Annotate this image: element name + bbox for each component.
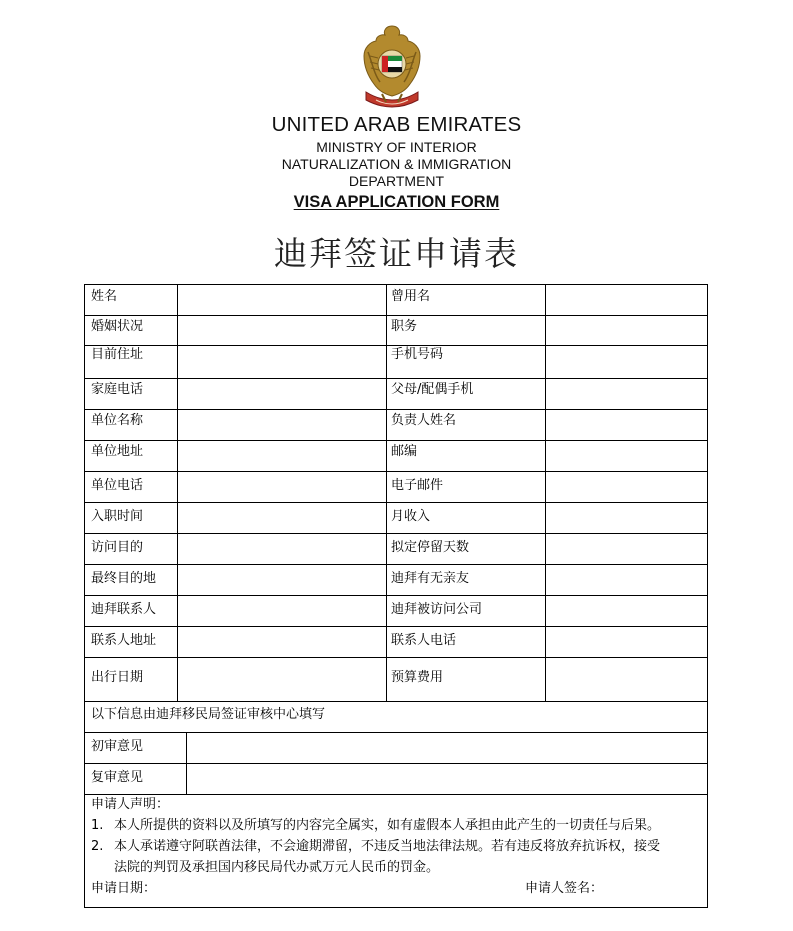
official-use-note: 以下信息由迪拜移民局签证审核中心填写 bbox=[91, 707, 326, 722]
chinese-form-title: 迪拜签证申请表 bbox=[274, 234, 519, 273]
field-label-dubai-contact: 迪拜联系人 bbox=[91, 602, 157, 617]
ministry-title: MINISTRY OF INTERIOR bbox=[316, 139, 477, 155]
second-review-label: 复审意见 bbox=[91, 770, 144, 785]
declaration-item2-number: 2. bbox=[91, 839, 104, 854]
field-label-marital-status: 婚姻状况 bbox=[91, 319, 144, 334]
field-label-company-phone: 单位电话 bbox=[91, 478, 144, 493]
application-date-label: 申请日期： bbox=[91, 881, 157, 896]
field-label-parent-spouse-mobile: 父母/配偶手机 bbox=[391, 382, 474, 397]
field-label-contact-phone: 联系人电话 bbox=[391, 633, 457, 648]
field-label-visit-purpose: 访问目的 bbox=[91, 540, 144, 555]
declaration-item2-line1: 本人承诺遵守阿联酋法律，不会逾期滞留，不违反当地法律法规。若有违反将放弃抗诉权，接受 bbox=[114, 839, 661, 854]
uae-emblem-logo bbox=[358, 22, 426, 110]
field-label-dubai-relatives: 迪拜有无亲友 bbox=[391, 571, 470, 586]
field-label-mobile: 手机号码 bbox=[391, 347, 444, 362]
field-label-final-destination: 最终目的地 bbox=[91, 571, 157, 586]
declaration-item1: 本人所提供的资料以及所填写的内容完全属实，如有虚假本人承担由此产生的一切责任与后果。 bbox=[114, 818, 661, 833]
field-label-former-name: 曾用名 bbox=[391, 289, 431, 304]
field-label-position: 职务 bbox=[391, 319, 418, 334]
field-label-manager-name: 负责人姓名 bbox=[391, 413, 457, 428]
field-label-hire-date: 入职时间 bbox=[91, 509, 144, 524]
form-title: VISA APPLICATION FORM bbox=[293, 193, 500, 211]
field-label-home-phone: 家庭电话 bbox=[91, 382, 144, 397]
field-label-current-address: 目前住址 bbox=[91, 347, 144, 362]
declaration-heading: 申请人声明： bbox=[91, 797, 170, 812]
declaration-item2-line2: 法院的判罚及承担国内移民局代办贰万元人民币的罚金。 bbox=[114, 860, 440, 875]
first-review-label: 初审意见 bbox=[91, 739, 144, 754]
visa-application-table bbox=[84, 284, 708, 908]
department-title-line2: DEPARTMENT bbox=[348, 173, 445, 189]
field-label-company-address: 单位地址 bbox=[91, 444, 144, 459]
field-label-travel-date: 出行日期 bbox=[91, 670, 144, 685]
country-title: UNITED ARAB EMIRATES bbox=[271, 113, 522, 136]
field-label-contact-address: 联系人地址 bbox=[91, 633, 157, 648]
declaration-item1-number: 1. bbox=[91, 818, 104, 833]
field-label-dubai-company-visited: 迪拜被访问公司 bbox=[391, 602, 483, 617]
field-label-name: 姓名 bbox=[91, 289, 118, 304]
field-label-postcode: 邮编 bbox=[391, 444, 418, 459]
field-label-monthly-income: 月收入 bbox=[391, 509, 431, 524]
applicant-signature-label: 申请人签名： bbox=[525, 881, 604, 896]
field-label-budget: 预算费用 bbox=[391, 670, 444, 685]
field-label-planned-stay-days: 拟定停留天数 bbox=[391, 540, 470, 555]
field-label-email: 电子邮件 bbox=[391, 478, 444, 493]
field-label-company-name: 单位名称 bbox=[91, 413, 144, 428]
department-title-line1: NATURALIZATION & IMMIGRATION bbox=[281, 156, 512, 172]
